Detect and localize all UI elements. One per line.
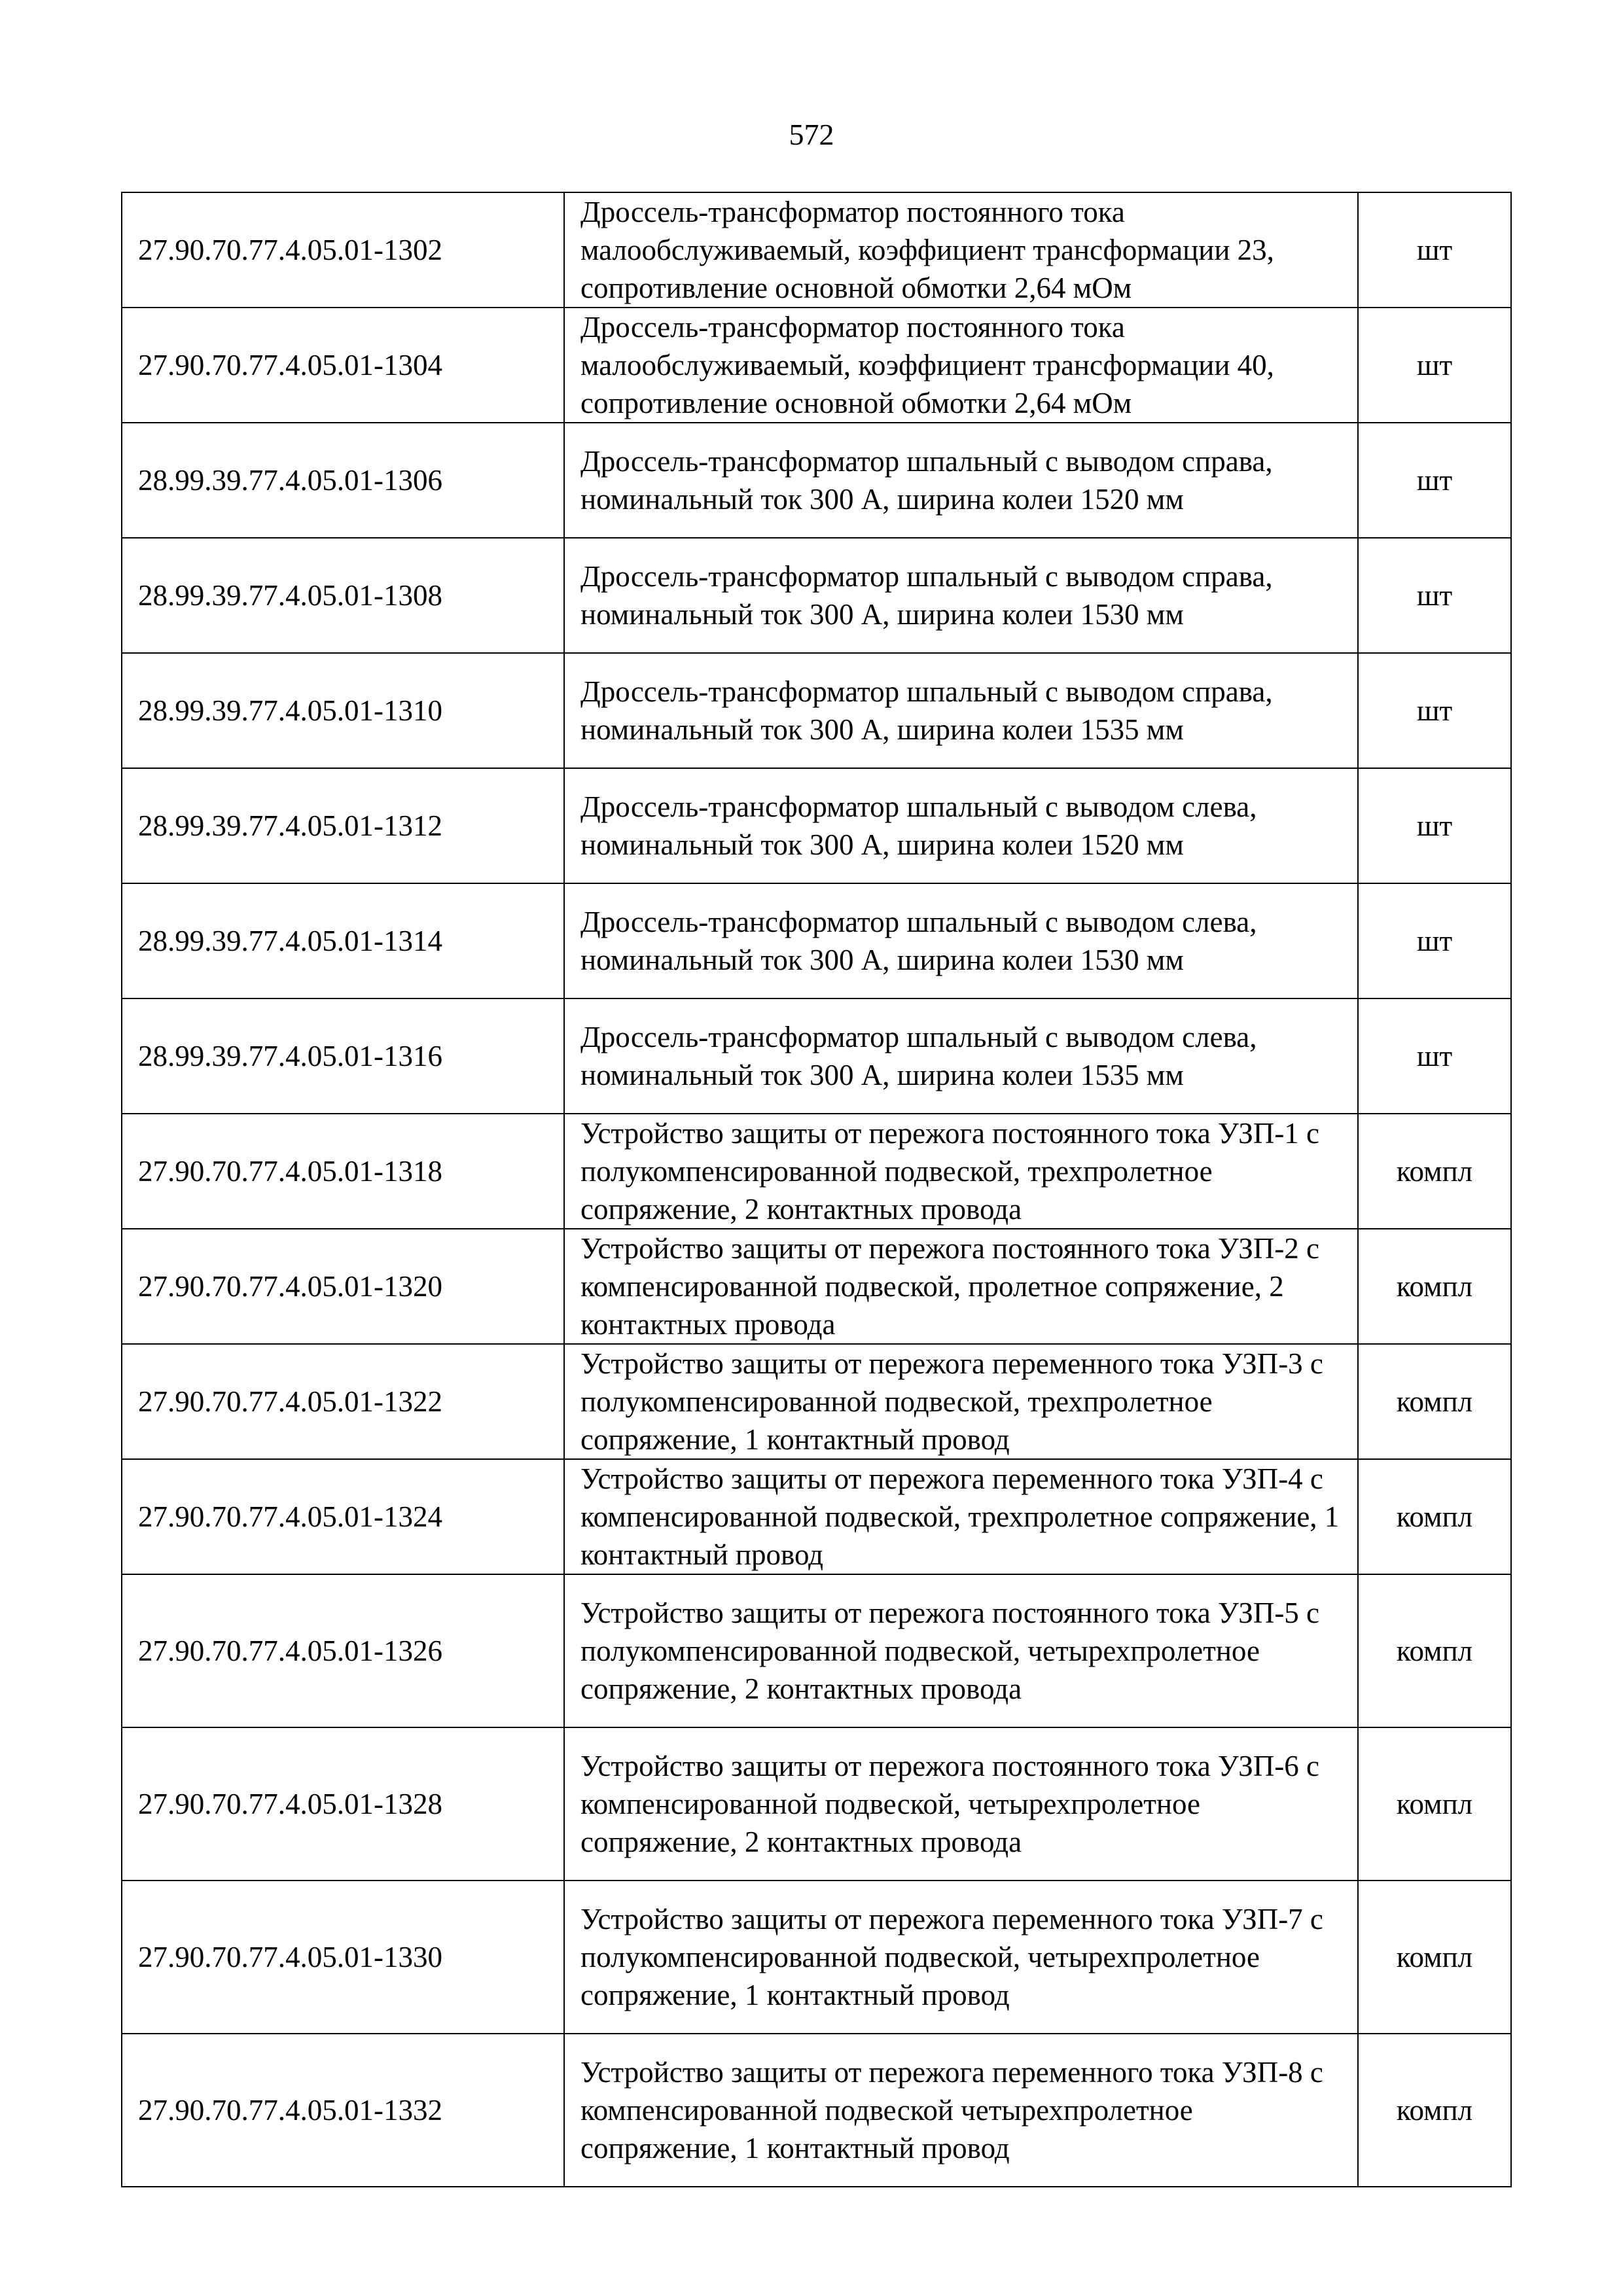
row-code: 28.99.39.77.4.05.01-1316 [122,998,564,1114]
row-description: Устройство защиты от пережога переменного тока УЗП-7 с полукомпенсированной подвеской, четырехпролетное сопряжение, 1 контактный провод [564,1881,1358,2034]
row-unit: компл [1358,2034,1511,2187]
row-code: 28.99.39.77.4.05.01-1312 [122,768,564,883]
table-row [122,653,1511,768]
row-code: 28.99.39.77.4.05.01-1310 [122,653,564,768]
row-unit: компл [1358,1574,1511,1727]
row-unit: шт [1358,423,1511,538]
row-description: Дроссель-трансформатор постоянного тока малообслуживаемый, коэффициент трансформации 23, сопротивление основной обмотки 2,64 мОм [564,192,1358,308]
row-code: 27.90.70.77.4.05.01-1318 [122,1114,564,1229]
row-code: 28.99.39.77.4.05.01-1314 [122,883,564,998]
page-number: 572 [789,118,834,151]
table-row [122,538,1511,653]
table-row [122,1727,1511,1881]
row-description: Устройство защиты от пережога постоянного тока УЗП-2 с компенсированной подвеской, пролетное сопряжение, 2 контактных провода [564,1229,1358,1344]
row-unit: шт [1358,308,1511,423]
row-description: Дроссель-трансформатор шпальный с выводом слева, номинальный ток 300 А, ширина колеи 1535 мм [564,998,1358,1114]
table-row [122,1574,1511,1727]
row-code: 27.90.70.77.4.05.01-1320 [122,1229,564,1344]
row-unit: шт [1358,768,1511,883]
row-unit: компл [1358,1344,1511,1459]
row-unit: шт [1358,653,1511,768]
row-description: Дроссель-трансформатор постоянного тока малообслуживаемый, коэффициент трансформации 40, сопротивление основной обмотки 2,64 мОм [564,308,1358,423]
row-unit: компл [1358,1229,1511,1344]
row-description: Устройство защиты от пережога постоянного тока УЗП-1 с полукомпенсированной подвеской, трехпролетное сопряжение, 2 контактных провода [564,1114,1358,1229]
row-description: Устройство защиты от пережога переменного тока УЗП-3 с полукомпенсированной подвеской, трехпролетное сопряжение, 1 контактный провод [564,1344,1358,1459]
table-row [122,2034,1511,2187]
row-code: 27.90.70.77.4.05.01-1330 [122,1881,564,2034]
table-row [122,1229,1511,1344]
row-code: 28.99.39.77.4.05.01-1306 [122,423,564,538]
table-row [122,308,1511,423]
row-unit: шт [1358,998,1511,1114]
row-description: Устройство защиты от пережога переменного тока УЗП-8 с компенсированной подвеской четырехпролетное сопряжение, 1 контактный провод [564,2034,1358,2187]
row-description: Дроссель-трансформатор шпальный с выводом справа, номинальный ток 300 А, ширина колеи 1530 мм [564,538,1358,653]
row-code: 27.90.70.77.4.05.01-1328 [122,1727,564,1881]
catalog-table [121,192,1512,2187]
row-code: 27.90.70.77.4.05.01-1326 [122,1574,564,1727]
row-unit: компл [1358,1881,1511,2034]
table-row [122,1881,1511,2034]
row-unit: шт [1358,538,1511,653]
table-row [122,423,1511,538]
row-unit: шт [1358,192,1511,308]
table-row [122,1459,1511,1574]
row-description: Дроссель-трансформатор шпальный с выводом справа, номинальный ток 300 А, ширина колеи 1520 мм [564,423,1358,538]
table-row [122,1114,1511,1229]
row-unit: компл [1358,1727,1511,1881]
row-unit: шт [1358,883,1511,998]
table-row [122,192,1511,308]
row-description: Устройство защиты от пережога постоянного тока УЗП-5 с полукомпенсированной подвеской, четырехпролетное сопряжение, 2 контактных провода [564,1574,1358,1727]
table-row [122,768,1511,883]
row-code: 28.99.39.77.4.05.01-1308 [122,538,564,653]
row-code: 27.90.70.77.4.05.01-1332 [122,2034,564,2187]
row-code: 27.90.70.77.4.05.01-1322 [122,1344,564,1459]
row-code: 27.90.70.77.4.05.01-1302 [122,192,564,308]
row-description: Устройство защиты от пережога переменного тока УЗП-4 с компенсированной подвеской, трехпролетное сопряжение, 1 контактный провод [564,1459,1358,1574]
table-row [122,998,1511,1114]
row-unit: компл [1358,1114,1511,1229]
row-description: Дроссель-трансформатор шпальный с выводом слева, номинальный ток 300 А, ширина колеи 1520 мм [564,768,1358,883]
row-description: Дроссель-трансформатор шпальный с выводом слева, номинальный ток 300 А, ширина колеи 1530 мм [564,883,1358,998]
table-row [122,1344,1511,1459]
row-description: Устройство защиты от пережога постоянного тока УЗП-6 с компенсированной подвеской, четырехпролетное сопряжение, 2 контактных провода [564,1727,1358,1881]
row-code: 27.90.70.77.4.05.01-1304 [122,308,564,423]
table-row [122,883,1511,998]
row-description: Дроссель-трансформатор шпальный с выводом справа, номинальный ток 300 А, ширина колеи 1535 мм [564,653,1358,768]
row-code: 27.90.70.77.4.05.01-1324 [122,1459,564,1574]
row-unit: компл [1358,1459,1511,1574]
